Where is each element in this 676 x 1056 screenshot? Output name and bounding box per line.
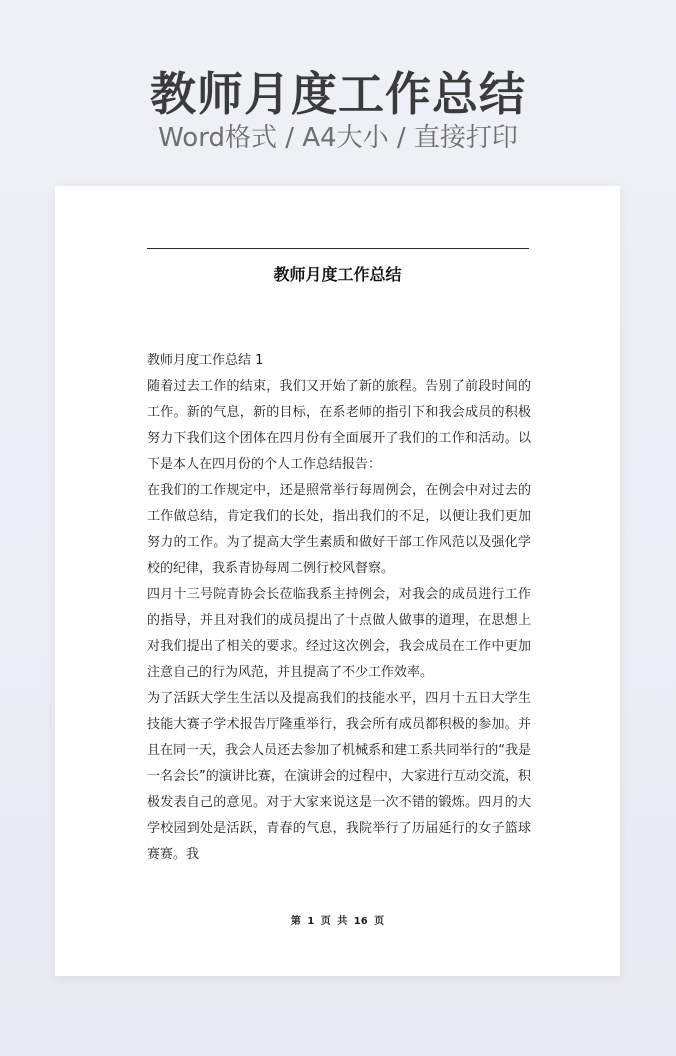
document-body (147, 348, 531, 868)
paragraph: 四月十三号院青协会长莅临我系主持例会，对我会的成员进行工作的指导，并且对我们的成员提出了十点做人做事的道理，在思想上对我们提出了相关的要求。经过这次例会，我会成员在工作中更加注意自己的行为风范，并且提高了不少工作效率。 (147, 587, 531, 680)
section-heading: 教师月度工作总结 1 (147, 353, 264, 368)
paragraph: 随着过去工作的结束，我们又开始了新的旅程。告别了前段时间的工作。新的气息，新的目标，在系老师的指引下和我会成员的积极努力下我们这个团体在四月份有全面展开了我们的工作和活动。以下是本人在四月份的个人工作总结报告： (147, 379, 531, 472)
document-title: 教师月度工作总结 (273, 265, 402, 284)
banner-title: 教师月度工作总结 (150, 67, 526, 121)
header-rule (147, 248, 529, 249)
paragraph: 为了活跃大学生生活以及提高我们的技能水平，四月十五日大学生技能大赛子学术报告厅隆重举行，我会所有成员都积极的参加。并且在同一天，我会人员还去参加了机械系和建工系共同举行的“我是一名会长”的演讲比赛，在演讲会的过程中，大家进行互动交流，积极发表自己的意见。对于大家来说这是一次不错的锻炼。四月的大学校园到处是活跃，青春的气息，我院举行了历届延行的女子篮球赛赛。我 (147, 691, 531, 862)
document-page (55, 186, 620, 976)
paragraph: 在我们的工作规定中，还是照常举行每周例会，在例会中对过去的工作做总结，肯定我们的长处，指出我们的不足，以便让我们更加努力的工作。为了提高大学生素质和做好干部工作风范以及强化学校的纪律，我系青协每周二例行校风督察。 (147, 483, 531, 576)
page-footer: 第 1 页 共 16 页 (290, 916, 385, 927)
banner-subtitle: Word格式 / A4大小 / 直接打印 (158, 123, 518, 153)
